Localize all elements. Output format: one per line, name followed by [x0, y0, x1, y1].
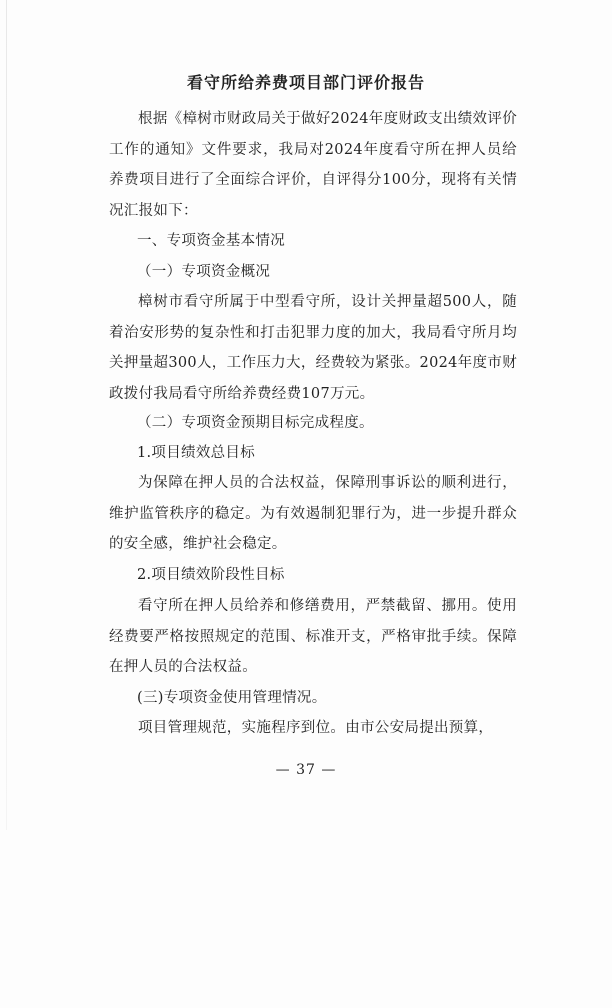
- intro-paragraph: 根据《樟树市财政局关于做好2024年度财政支出绩效评价工作的通知》文件要求，我局对2024年度看守所在押人员给养费项目进行了全面综合评价，自评得分100分，现将有关情况汇报如下：: [109, 111, 517, 219]
- funding-overview-paragraph: 樟树市看守所属于中型看守所，设计关押量超500人，随着治安形势的复杂性和打击犯罪力度的加大，我局看守所月均关押量超300人，工作压力大，经费较为紧张。2024年度市财政拨付我局看守所给养费经费107万元。: [109, 294, 517, 402]
- page-title: 看守所给养费项目部门评价报告: [186, 73, 425, 92]
- subsection-heading: （一）专项资金概况: [137, 264, 271, 280]
- section-heading: 一、专项资金基本情况: [137, 233, 285, 249]
- goal-heading: 1.项目绩效总目标: [137, 445, 256, 461]
- subsection-heading: （二）专项资金预期目标完成程度。: [137, 415, 374, 431]
- subsection-heading: (三)专项资金使用管理情况。: [137, 690, 327, 706]
- overall-goal-paragraph: 为保障在押人员的合法权益，保障刑事诉讼的顺利进行，维护监管秩序的稳定。为有效遏制犯罪行为，进一步提升群众的安全感，维护社会稳定。: [109, 475, 517, 553]
- stage-goal-paragraph: 看守所在押人员给养和修缮费用，严禁截留、挪用。使用经费要严格按照规定的范围、标准开支，严格审批手续。保障在押人员的合法权益。: [109, 598, 517, 676]
- goal-heading: 2.项目绩效阶段性目标: [137, 567, 285, 583]
- page-number: — 37 —: [275, 762, 337, 778]
- fund-management-paragraph: 项目管理规范，实施程序到位。由市公安局提出预算，: [138, 720, 494, 736]
